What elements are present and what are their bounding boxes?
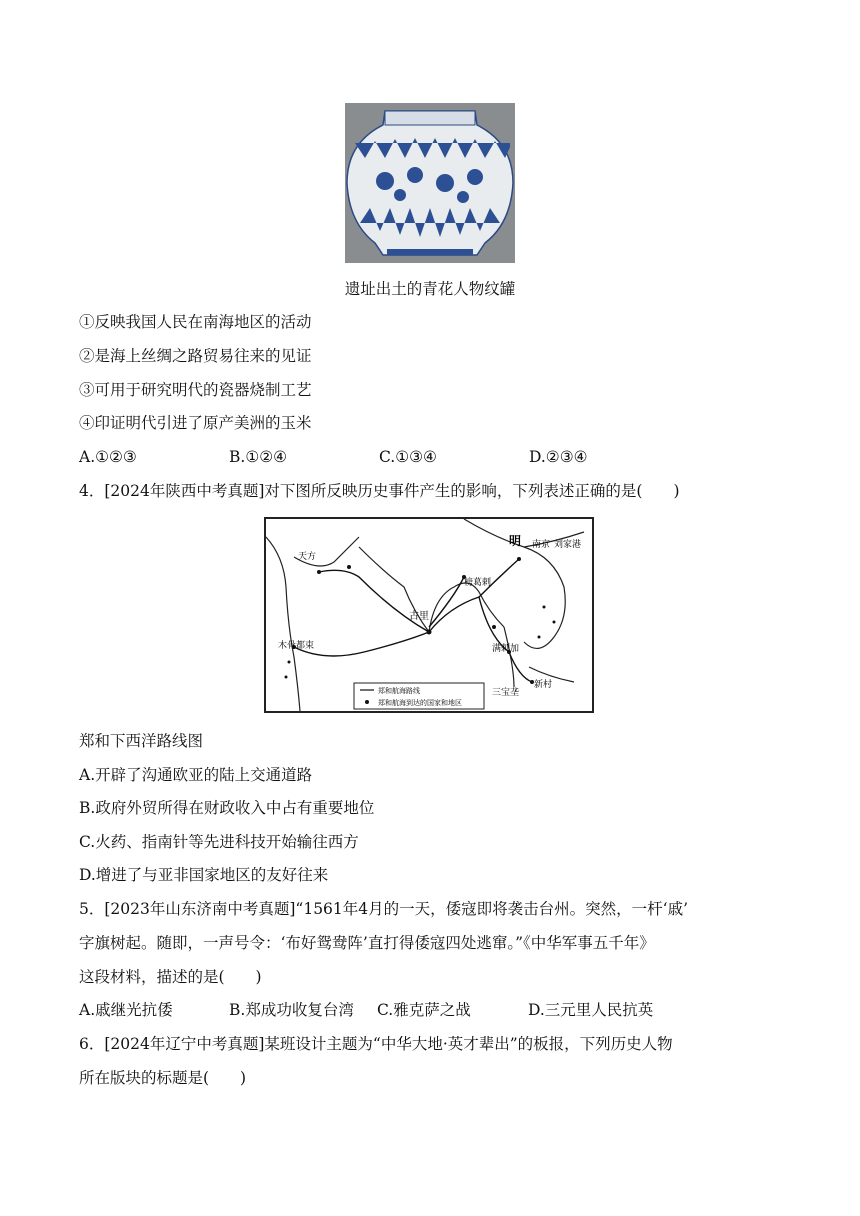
q5-option-c[interactable]: C.雅克萨之战 <box>377 1001 471 1019</box>
q4-option-c[interactable]: C.火药、指南针等先进科技开始输往西方 <box>79 833 359 851</box>
map-label-tianfang: 天方 <box>298 552 317 562</box>
q4-option-b[interactable]: B.政府外贸所得在财政收入中占有重要地位 <box>79 799 375 817</box>
q5-option-b[interactable]: B.郑成功收复台湾 <box>229 1001 354 1019</box>
q6-stem-line1: 6．[2024年辽宁中考真题]某班设计主题为“中华大地·英才辈出”的板报，下列历史人物 <box>79 1035 673 1053</box>
map-label-sanbaolong: 三宝垄 <box>492 688 520 698</box>
q4-map-title: 郑和下西洋路线图 <box>79 732 204 750</box>
q3-statement-2: ②是海上丝绸之路贸易往来的见证 <box>79 347 312 365</box>
map-legend-reach: 郑和航海到达的国家和地区 <box>378 699 462 707</box>
map-label-nanjing: 南京 <box>532 540 551 550</box>
q5-stem-line1: 5．[2023年山东济南中考真题]“1561年4月的一天，倭寇即将袭击台州。突然，一杆‘戚’ <box>79 900 688 918</box>
q5-option-d[interactable]: D.三元里人民抗英 <box>528 1001 654 1019</box>
blue-white-jar-image <box>345 103 515 263</box>
q5-stem-line2: 字旗树起。随即，一声号令：‘布好鸳鸯阵’直打得倭寇四处逃窜。”《中华军事五千年》 <box>79 934 655 952</box>
q3-option-b[interactable]: B.①②④ <box>229 448 288 466</box>
q5-option-a[interactable]: A.戚继光抗倭 <box>79 1001 173 1019</box>
q4-option-a[interactable]: A.开辟了沟通欧亚的陆上交通道路 <box>79 766 313 784</box>
q3-option-d[interactable]: D.②③④ <box>529 448 588 466</box>
jar-caption: 遗址出土的青花人物纹罐 <box>344 280 516 298</box>
q5-options <box>79 1000 653 1020</box>
map-legend-route: 郑和航海路线 <box>378 687 420 695</box>
map-label-guli: 古里 <box>409 611 429 622</box>
map-label-xincun: 新村 <box>534 680 553 690</box>
q3-statement-4: ④印证明代引进了原产美洲的玉米 <box>79 414 312 432</box>
q4-option-d[interactable]: D.增进了与亚非国家地区的友好往来 <box>79 866 329 884</box>
q5-stem-line3: 这段材料，描述的是( ) <box>79 968 262 986</box>
q3-options <box>79 447 588 467</box>
map-label-ming: 明 <box>509 534 522 548</box>
q3-option-c[interactable]: C.①③④ <box>379 448 437 466</box>
map-label-liujiagang: 刘家港 <box>554 540 582 550</box>
q3-statement-1: ①反映我国人民在南海地区的活动 <box>79 313 312 331</box>
q3-statement-3: ③可用于研究明代的瓷器烧制工艺 <box>79 381 312 399</box>
q6-stem-line2: 所在版块的标题是( ) <box>79 1069 247 1087</box>
map-label-bangela: 榜葛剌 <box>464 578 492 588</box>
zheng-he-route-map <box>264 517 594 713</box>
map-label-mugudushu: 木骨都束 <box>278 641 315 651</box>
q3-option-a[interactable]: A.①②③ <box>79 448 137 466</box>
map-label-manjiajia: 满剌加 <box>492 644 520 654</box>
q4-stem: 4．[2024年陕西中考真题]对下图所反映历史事件产生的影响，下列表述正确的是( ) <box>79 482 680 500</box>
